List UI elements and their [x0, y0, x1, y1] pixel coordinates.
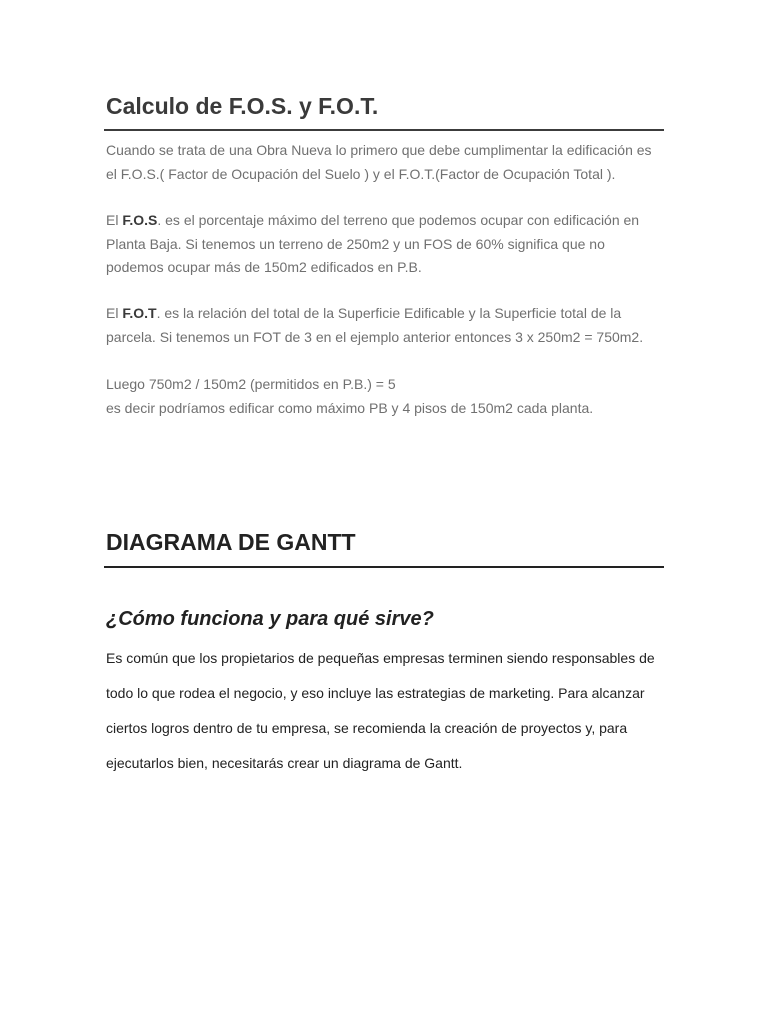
- fos-paragraph: [106, 209, 664, 280]
- fos-prefix: El: [106, 212, 123, 228]
- conclusion-block: [106, 373, 664, 420]
- conclusion-line-2: es decir podríamos edificar como máximo PB y 4 pisos de 150m2 cada planta.: [106, 399, 594, 416]
- fos-term: F.O.S: [122, 212, 158, 228]
- section-title-gantt: DIAGRAMA DE GANTT: [106, 529, 356, 555]
- fot-paragraph: [106, 302, 664, 349]
- fos-definition: . es el porcentaje máximo del terreno que podemos ocupar con edificación en Planta Baja. Si tenemos un terreno de 250m2 y un FOS de 60% significa que no podemos ocupar más de 150m2 edificados en P.B.: [106, 212, 640, 275]
- gantt-title-underline: [104, 566, 664, 568]
- fot-definition: . es la relación del total de la Superficie Edificable y la Superficie total de la parcela. Si tenemos un FOT de 3 en el ejemplo anterior entonces 3 x 250m2 = 750m2.: [106, 305, 644, 345]
- gantt-subtitle: ¿Cómo funciona y para qué sirve?: [106, 608, 434, 630]
- section-title-fos-fot: Calculo de F.O.S. y F.O.T.: [106, 93, 379, 119]
- intro-paragraph: Cuando se trata de una Obra Nueva lo primero que debe cumplimentar la edificación es el F.O.S.( Factor de Ocupación del Suelo ) y el F.O.T.(Factor de Ocupación Total ).: [106, 142, 652, 182]
- fot-term: F.O.T: [122, 305, 157, 321]
- fot-prefix: El: [106, 305, 123, 321]
- gantt-body-paragraph: Es común que los propietarios de pequeñas empresas terminen siendo responsables de todo lo que rodea el negocio, y eso incluye las estrategias de marketing. Para alcanzar ciertos logros dentro de tu empresa, se recomienda la creación de proyectos y, para ejecutarlos bien, necesitarás crear un diagrama de Gantt.: [106, 650, 655, 771]
- title-underline: [104, 129, 664, 131]
- conclusion-line-1: Luego 750m2 / 150m2 (permitidos en P.B.) = 5: [106, 376, 396, 392]
